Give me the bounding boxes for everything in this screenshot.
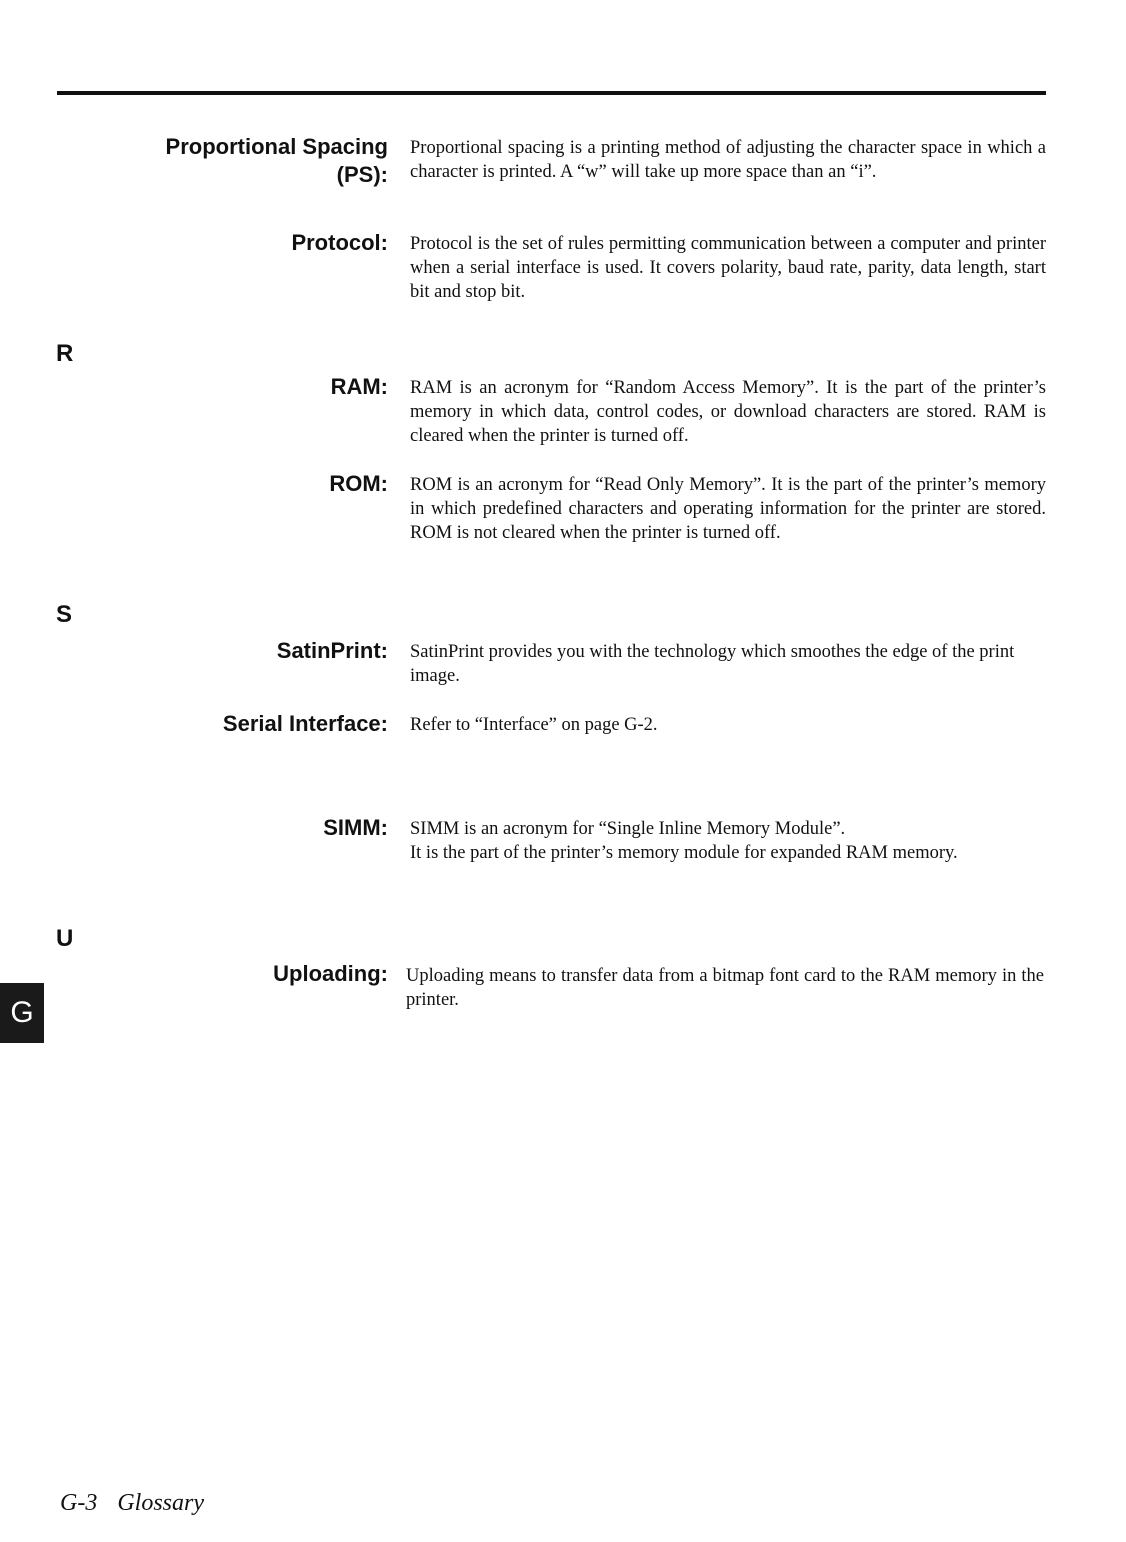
term-line: ROM: [329, 471, 388, 496]
term-line: Proportional Spacing [165, 134, 388, 159]
definition-text: It is the part of the printer’s memory module for expanded RAM memory. [410, 843, 958, 863]
term-ram [331, 373, 388, 401]
definition-text: Protocol is the set of rules permitting communication between a computer and printer when a serial interface is used. It covers polarity, baud rate, parity, data length, start bit and stop bit. [410, 234, 1046, 302]
term-line: Uploading: [273, 961, 388, 986]
chapter-tab: G [0, 983, 44, 1043]
definition-text: ROM is an acronym for “Read Only Memory”. It is the part of the printer’s memory in which predefined characters and operating information for the printer are stored. ROM is not cleared when the printer is turned off. [410, 475, 1046, 543]
term-serial-interface [223, 710, 388, 738]
term-line: SIMM: [323, 815, 388, 840]
definition-text: SIMM is an acronym for “Single Inline Memory Module”. [410, 819, 846, 839]
term-satinprint [277, 637, 388, 665]
definition-text: SatinPrint provides you with the technology which smoothes the edge of the print image. [410, 642, 1015, 686]
term-uploading [273, 960, 388, 988]
term-line: (PS): [336, 162, 388, 187]
definition-text: Uploading means to transfer data from a bitmap font card to the RAM memory in the printer. [406, 966, 1044, 1010]
definition-uploading [406, 964, 1044, 1012]
term-line: SatinPrint: [276, 638, 388, 663]
definition-rom [410, 473, 1046, 545]
term-line: Serial Interface: [222, 711, 388, 736]
term-protocol [291, 229, 388, 257]
definition-protocol [410, 232, 1046, 304]
definition-proportional-spacing [410, 136, 1046, 184]
page-footer [60, 1488, 204, 1518]
term-line: RAM: [330, 374, 388, 399]
header-rule [57, 91, 1046, 95]
definition-text: Proportional spacing is a printing method of adjusting the character space in which a character is printed. A “w” will take up more space than an “i”. [410, 138, 1046, 182]
definition-serial-interface [410, 713, 1046, 737]
definition-simm [410, 817, 1046, 865]
term-line: Protocol: [291, 230, 388, 255]
term-rom [329, 470, 388, 498]
term-simm [323, 814, 388, 842]
section-letter-u: U [56, 925, 74, 952]
definition-text: RAM is an acronym for “Random Access Memory”. It is the part of the printer’s memory in which data, control codes, or download characters are stored. RAM is cleared when the printer is turned off. [410, 378, 1046, 446]
definition-satinprint [410, 640, 1036, 688]
section-letter-s: S [56, 601, 73, 628]
term-proportional-spacing [166, 133, 388, 189]
page-number: G-3 [60, 1490, 98, 1516]
definition-text: Refer to “Interface” on page G-2. [410, 715, 658, 735]
definition-ram [410, 376, 1046, 448]
footer-section: Glossary [117, 1490, 204, 1516]
section-letter-r: R [56, 340, 74, 367]
